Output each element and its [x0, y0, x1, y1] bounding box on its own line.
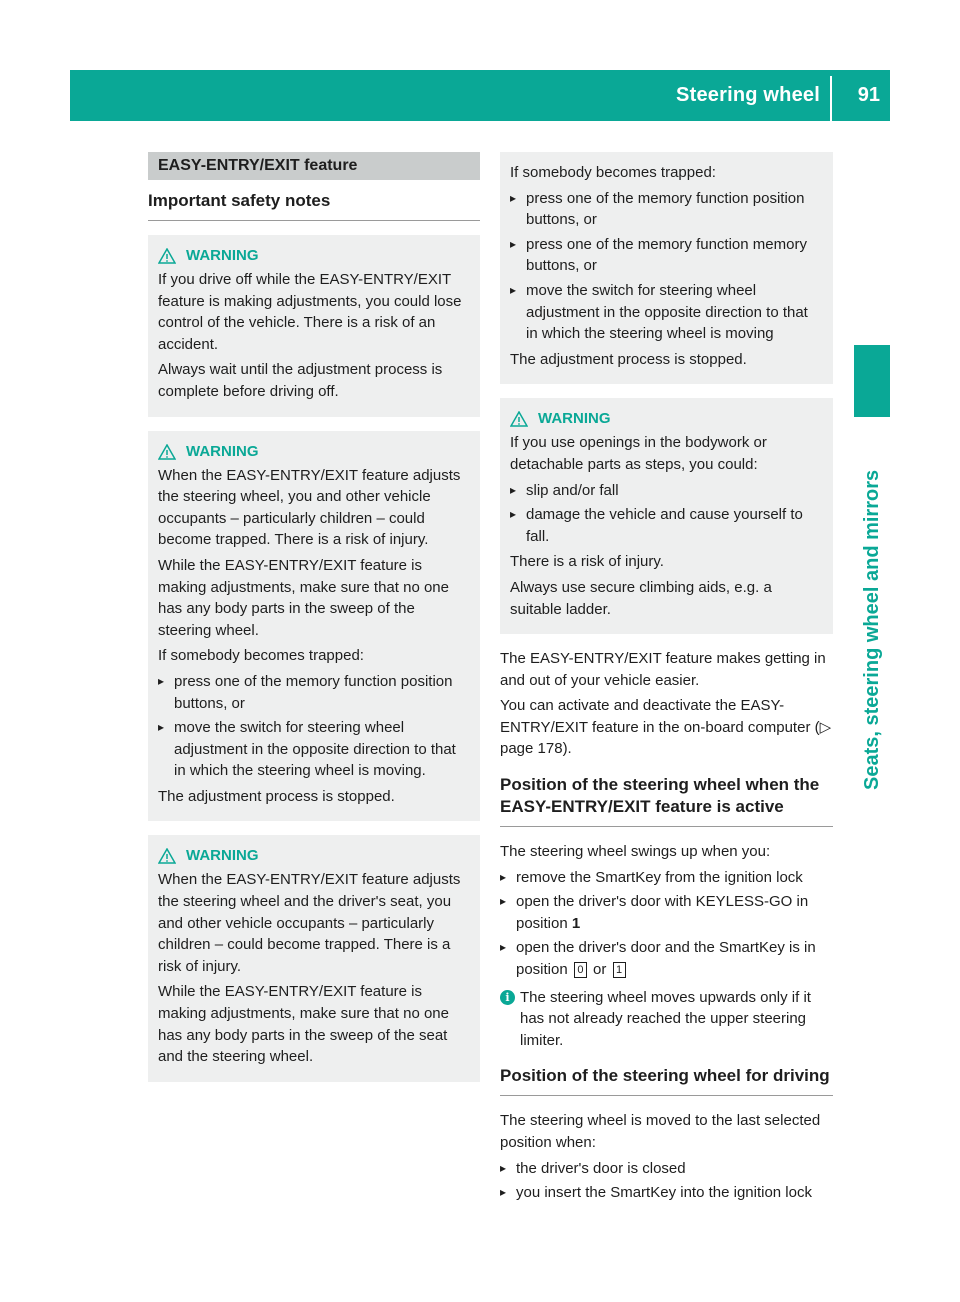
- heading-driving-position: Position of the steering wheel for driving: [500, 1065, 833, 1096]
- warning-heading: [510, 408, 823, 430]
- body-text: The EASY-ENTRY/EXIT feature makes getting in and out of your vehicle easier.: [500, 650, 826, 689]
- key-position-0-icon: 0: [574, 962, 587, 978]
- warning-text: The adjustment process is stopped.: [158, 787, 395, 805]
- page-header: [70, 70, 890, 121]
- list-item-text: open the driver's door and the SmartKey is in position: [516, 939, 816, 979]
- warning-text: If you drive off while the EASY-ENTRY/EXIT feature is making adjustments, you could lose control of the vehicle. There is a risk of an accident.: [158, 271, 462, 353]
- warning-triangle-icon: [158, 848, 176, 864]
- subheading-safety-notes: Important safety notes: [148, 190, 480, 221]
- warning-text: If somebody becomes trapped:: [158, 647, 364, 665]
- bullet-list: [510, 188, 823, 345]
- list-item: ▸ the driver's door is closed: [500, 1158, 833, 1180]
- warning-heading: [158, 245, 470, 267]
- list-item: ▸ remove the SmartKey from the ignition lock: [500, 867, 833, 889]
- body-text-span: You can activate and deactivate the EASY-ENTRY/EXIT feature in the on-board computer: [500, 697, 811, 736]
- body-text: The steering wheel is moved to the last selected position when:: [500, 1112, 821, 1151]
- key-position-1-icon: 1: [613, 962, 626, 978]
- warning-label: WARNING: [186, 247, 259, 264]
- list-item: [500, 891, 833, 934]
- list-item: ▸ you insert the SmartKey into the ignition lock: [500, 1182, 833, 1204]
- warning-text: When the EASY-ENTRY/EXIT feature adjusts the steering wheel and the driver's seat, you and other vehicle occupants – particularly children – could become trapped. There is a risk of injury.: [158, 871, 461, 975]
- warning-triangle-icon: [158, 444, 176, 460]
- warning-triangle-icon: [510, 411, 528, 427]
- list-item: ▸ damage the vehicle and cause yourself to fall.: [510, 504, 823, 547]
- chapter-title: Steering wheel: [676, 84, 820, 106]
- bullet-list: [500, 867, 833, 981]
- list-item: ▸ move the switch for steering wheel adjustment in the opposite direction to that in which the steering wheel is moving: [510, 280, 823, 345]
- bullet-list: [158, 671, 470, 782]
- right-column: [500, 152, 833, 1208]
- warning-label: WARNING: [538, 410, 611, 428]
- warning-text: While the EASY-ENTRY/EXIT feature is making adjustments, make sure that no one has any body parts in the sweep of the steering wheel.: [158, 556, 449, 639]
- header-divider: [830, 76, 832, 121]
- section-title: EASY-ENTRY/EXIT feature: [148, 152, 480, 180]
- body-text: [500, 695, 833, 760]
- page-number: 91: [857, 84, 880, 106]
- warning-text: When the EASY-ENTRY/EXIT feature adjusts the steering wheel, you and other vehicle occupants – particularly children – could become trapped. There is a risk of injury.: [158, 466, 461, 549]
- warning-label: WARNING: [186, 442, 259, 460]
- warning-text: There is a risk of injury.: [510, 553, 664, 571]
- bullet-list: [500, 1158, 833, 1204]
- info-icon: i: [500, 990, 515, 1005]
- warning-box-1: [148, 235, 480, 417]
- side-tab-label: Seats, steering wheel and mirrors: [861, 469, 883, 790]
- warning-text: Always use secure climbing aids, e.g. a suitable ladder.: [510, 578, 772, 618]
- warning-text: While the EASY-ENTRY/EXIT feature is making adjustments, make sure that no one has any body parts in the sweep of the seat and the steering wheel.: [158, 983, 449, 1066]
- bullet-list: [510, 480, 823, 548]
- warning-continuation-box: [500, 152, 833, 384]
- list-item: ▸ press one of the memory function position buttons, or: [158, 671, 470, 714]
- list-item: ▸ move the switch for steering wheel adjustment in the opposite direction to that in which the steering wheel is moving.: [158, 717, 470, 782]
- warning-box-4: [500, 398, 833, 634]
- warning-text: Always wait until the adjustment process is complete before driving off.: [158, 361, 443, 400]
- list-item: [500, 937, 833, 980]
- page-reference-link[interactable]: (▷ page 178).: [500, 718, 832, 758]
- warning-label: WARNING: [186, 847, 259, 865]
- list-item-text: open the driver's door with KEYLESS-GO in position: [516, 893, 809, 932]
- body-text: The steering wheel swings up when you:: [500, 843, 771, 861]
- position-number: 1: [571, 914, 581, 932]
- warning-text: If you use openings in the bodywork or detachable parts as steps, you could:: [510, 434, 767, 473]
- heading-active-position: Position of the steering wheel when the EASY-ENTRY/EXIT feature is active: [500, 774, 833, 827]
- list-item: ▸ press one of the memory function position buttons, or: [510, 188, 823, 231]
- left-column: [148, 152, 480, 1096]
- warning-text: If somebody becomes trapped:: [510, 164, 716, 181]
- info-note: [500, 987, 833, 1052]
- warning-box-3: [148, 835, 480, 1081]
- warning-heading: [158, 845, 470, 867]
- info-text: The steering wheel moves upwards only if it has not already reached the upper steering limiter.: [520, 988, 811, 1049]
- warning-triangle-icon: [158, 248, 176, 264]
- list-item: ▸ slip and/or fall: [510, 480, 823, 502]
- warning-heading: [158, 441, 470, 463]
- side-tab-marker: [854, 345, 890, 417]
- conjunction: or: [593, 961, 607, 979]
- warning-box-2: [148, 431, 480, 822]
- list-item: ▸ press one of the memory function memory buttons, or: [510, 234, 823, 277]
- warning-text: The adjustment process is stopped.: [510, 350, 747, 368]
